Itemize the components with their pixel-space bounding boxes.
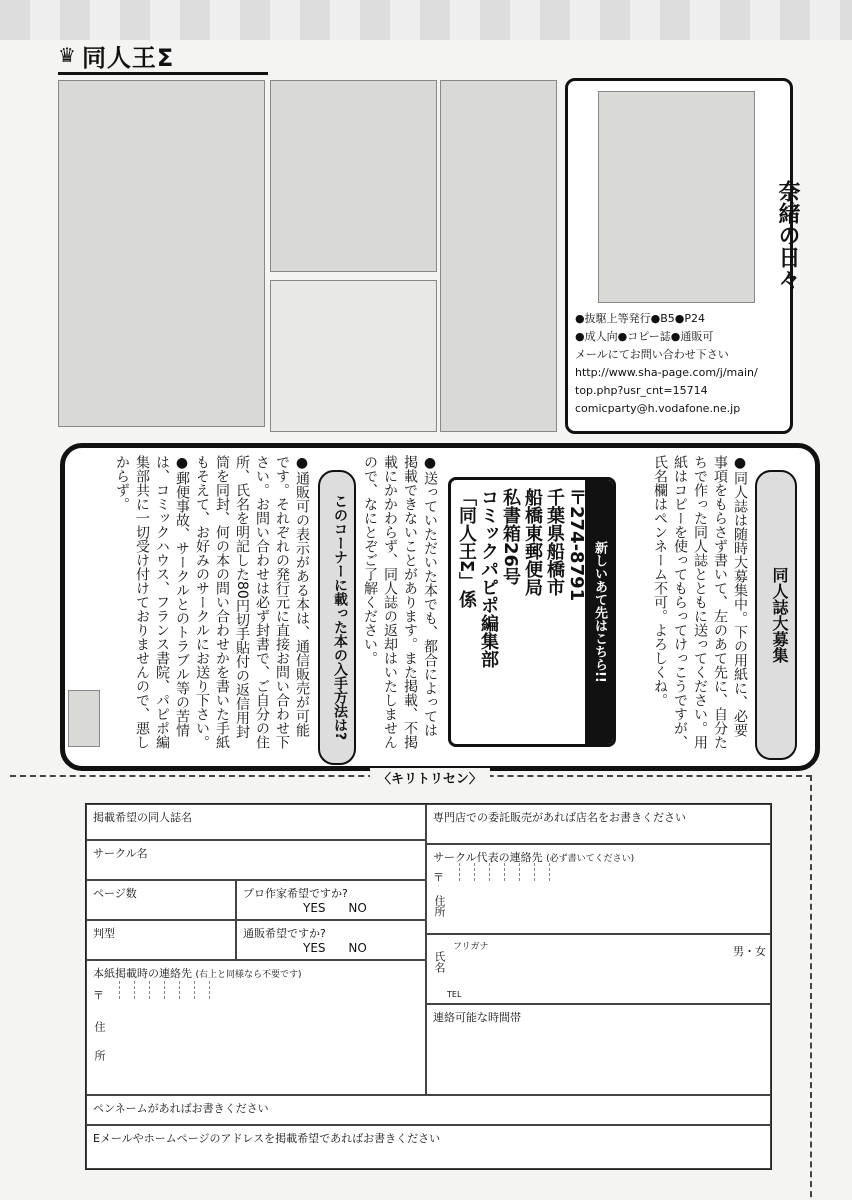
rep-contact-field[interactable]: サークル代表の連絡先 (必ず書いてください) 〒 住所 [426, 844, 771, 934]
notice-text: ●送っていただいた本でも、都合によっては掲載できないことがあります。また掲載、不掲載にかかわらず、同人誌の返却はいたしませんので、なにとぞご了解ください。 [362, 455, 438, 749]
submission-form [85, 803, 772, 1170]
book-info: ●抜駆上等発行●B5●P24 ●成人向●コピー誌●通販可 メールにてお問い合わせ下さい http://www.sha-page.com/j/main/ top.php?usr_cnt=15714 comicparty@h.vodafone.ne.jp [575, 312, 758, 415]
pro-question[interactable]: プロ作家希望ですか? YES NO [236, 880, 426, 920]
howto-body: ●通販可の表示がある本は、通信販売が可能です。それぞれの発行元に直接お問い合わせ下さい。お問い合わせは必ず封書で、ご自分の住所、氏名を明記した80円切手貼付の返信用封筒を同封、何の本の問い合わせかを書いた手紙もそえて、お好みのサークルにお送り下さい。●郵便事故、サークルとのトラブル等の苦情は、コミックハウス、フランス書院、パピポ編集部共に一切受け付けておりませんので、悪しからず。 [114, 455, 310, 749]
book-title: 奈緒の日々 [775, 180, 800, 290]
circle-field[interactable]: サークル名 [86, 840, 426, 880]
cut-line-label: 〈キリトリセン〉 [370, 768, 490, 787]
name-field[interactable]: フリガナ 氏名 男・女 TEL [426, 934, 771, 1004]
shop-field[interactable]: 専門店での委託販売があれば店名をお書きください [426, 804, 771, 844]
size-field[interactable]: 判型 [86, 920, 236, 960]
pages-field[interactable]: ページ数 [86, 880, 236, 920]
gender-option[interactable]: 男・女 [733, 945, 766, 958]
title-field[interactable]: 掲載希望の同人誌名 [86, 804, 426, 840]
howto-title: このコーナーに載った本の入手方法は? [318, 470, 356, 765]
logo-rule [58, 72, 268, 75]
illustration-placeholder [270, 80, 437, 272]
mail-question[interactable]: 通販希望ですか? YES NO [236, 920, 426, 960]
text-placeholder [270, 280, 437, 432]
illustration-placeholder [58, 80, 265, 427]
penname-field[interactable]: ペンネームがあればお書きください [86, 1095, 771, 1125]
yes-option[interactable]: YES [303, 901, 326, 915]
decorative-banner [0, 0, 852, 40]
no-option[interactable]: NO [348, 941, 367, 955]
cover-placeholder [598, 91, 755, 303]
web-field[interactable]: Eメールやホームページのアドレスを掲載希望であればお書きください [86, 1125, 771, 1169]
illustration-placeholder [440, 80, 557, 432]
recruit-title: 同人誌大募集 [755, 470, 797, 760]
contact-field[interactable]: 本紙掲載時の連絡先 (右上と同様なら不要です) 〒 住所 [86, 960, 426, 1095]
crown-icon: ♛ [58, 43, 76, 67]
recruit-body: ●同人誌は随時大募集中。下の用紙に、必要事項をもらさず書いて、左のあて先に、自分たちで作った同人誌とともに送ってください。用紙はコピーを使ってもらってけっこうですが、氏名欄はペンネーム不可。よろしくね。 [652, 455, 748, 749]
address-box: 新しいあて先はこちら!! 〒274-8791 千葉県船橋市 船橋東郵便局 私書箱26号 コミックパピポ編集部 「同人王Σ」係 [448, 477, 616, 747]
yes-option[interactable]: YES [303, 941, 326, 955]
time-field[interactable]: 連絡可能な時間帯 [426, 1004, 771, 1095]
corner-logo: ♛ 同人王Σ [58, 43, 175, 72]
mascot-placeholder [68, 690, 100, 747]
no-option[interactable]: NO [348, 901, 367, 915]
